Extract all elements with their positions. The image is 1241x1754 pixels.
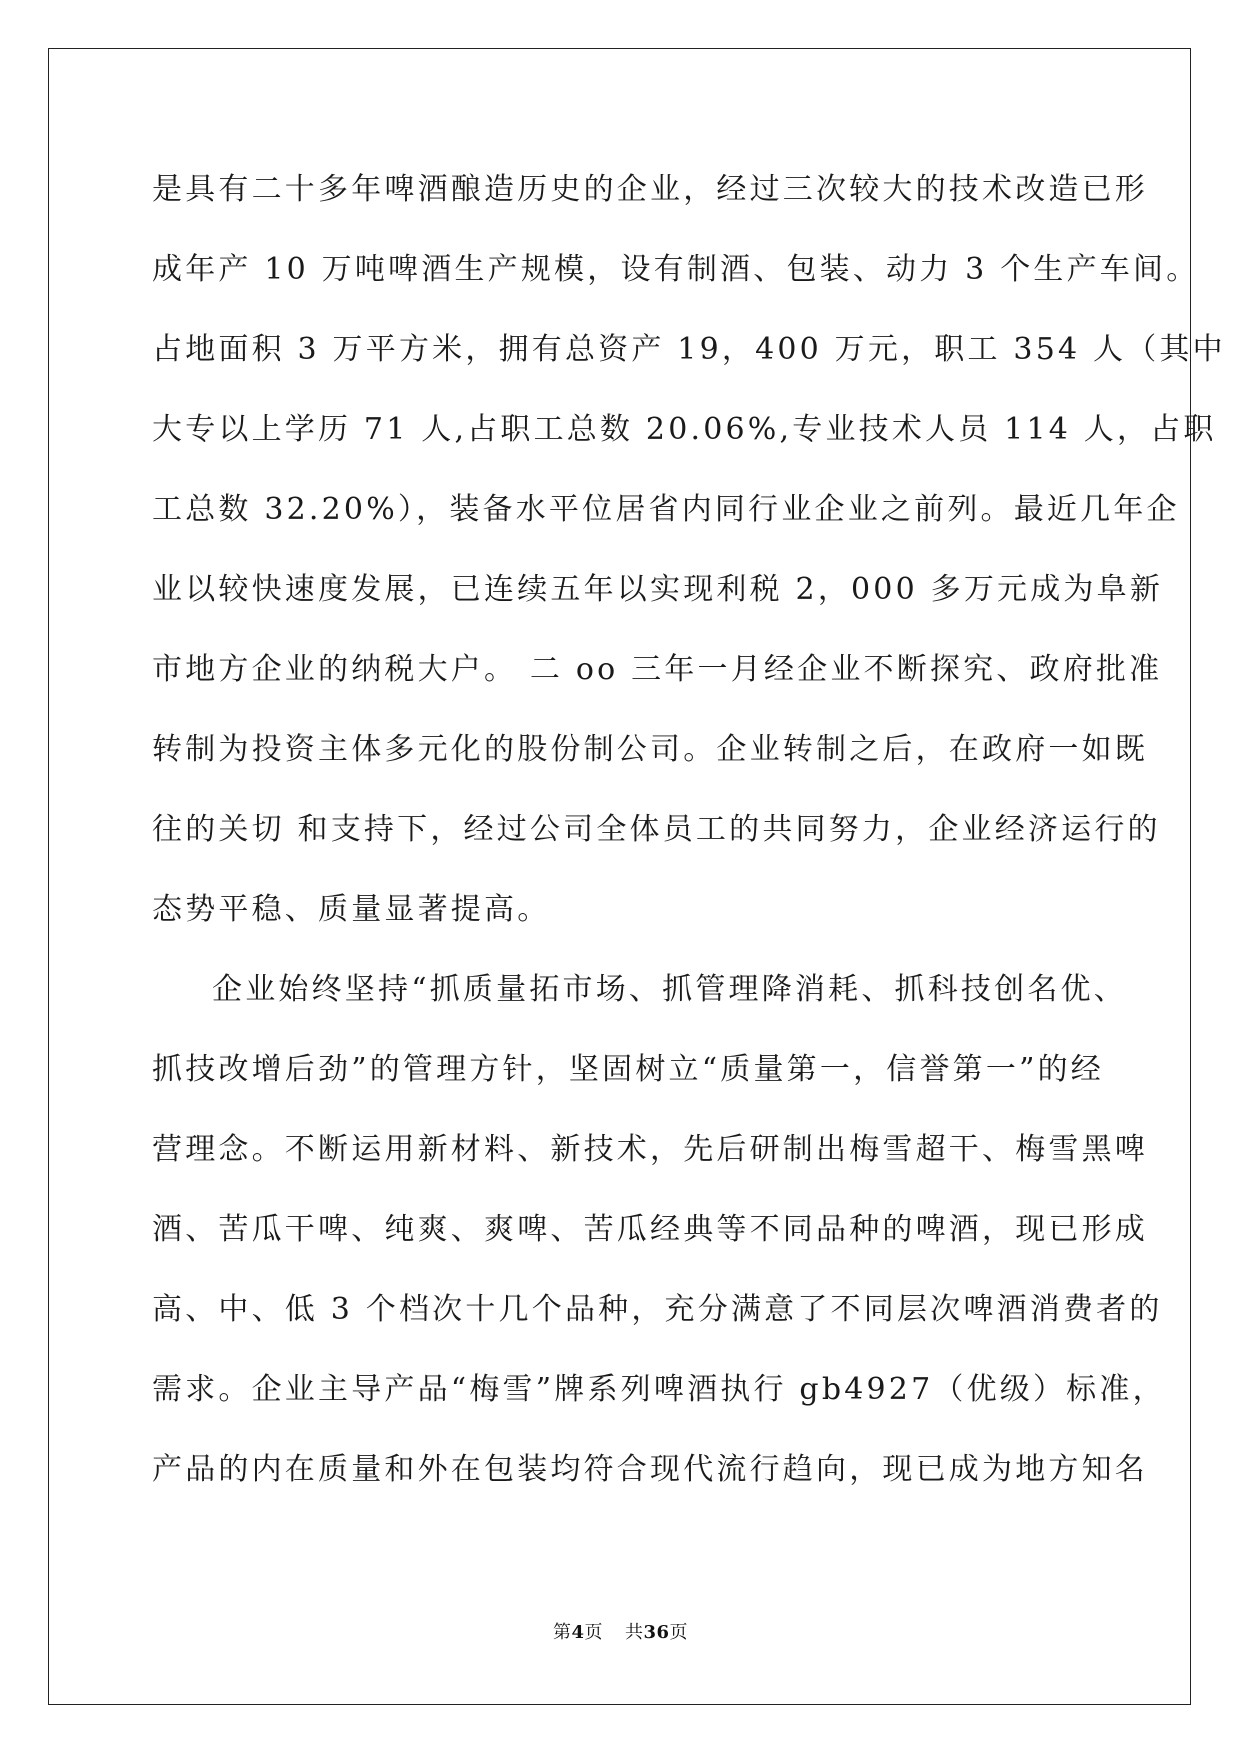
- page-footer: [0, 1618, 1241, 1644]
- body-line: 市地方企业的纳税大户。 二 oo 三年一月经企业不断探究、政府批准: [152, 652, 1163, 687]
- page-number: 4: [571, 1622, 585, 1643]
- document-body: [152, 150, 1226, 1510]
- body-line: 产品的内在质量和外在包装均符合现代流行趋向，现已成为地方知名: [152, 1452, 1148, 1487]
- total-pages: 36: [643, 1622, 670, 1643]
- body-line: 是具有二十多年啤酒酿造历史的企业，经过三次较大的技术改造已形: [152, 172, 1148, 207]
- total-suffix: 页: [669, 1622, 689, 1643]
- body-line: 抓技改增后劲”的管理方针，坚固树立“质量第一，信誉第一”的经: [152, 1052, 1105, 1087]
- body-line: 往的关切 和支持下，经过公司全体员工的共同努力，企业经济运行的: [152, 812, 1161, 847]
- body-line: 转制为投资主体多元化的股份制公司。企业转制之后，在政府一如既: [152, 732, 1148, 767]
- body-line: 营理念。不断运用新材料、新技术，先后研制出梅雪超干、梅雪黑啤: [152, 1132, 1148, 1167]
- body-line: 成年产 10 万吨啤酒生产规模，设有制酒、包装、动力 3 个生产车间。: [152, 252, 1200, 287]
- body-line: 工总数 32.20%），装备水平位居省内同行业企业之前列。最近几年企: [152, 492, 1180, 527]
- body-line: 高、中、低 3 个档次十几个品种，充分满意了不同层次啤酒消费者的: [152, 1292, 1163, 1327]
- body-line: 占地面积 3 万平方米，拥有总资产 19，400 万元，职工 354 人（其中: [152, 332, 1226, 367]
- page-suffix: 页: [584, 1622, 603, 1643]
- total-prefix: 共: [624, 1622, 644, 1643]
- page-prefix: 第: [552, 1622, 572, 1643]
- body-line: 需求。企业主导产品“梅雪”牌系列啤酒执行 gb4927（优级）标准，: [152, 1372, 1166, 1407]
- paragraph-start-line: 企业始终坚持“抓质量拓市场、抓管理降消耗、抓科技创名优、: [212, 972, 1127, 1007]
- body-line: 大专以上学历 71 人,占职工总数 20.06%,专业技术人员 114 人，占职: [152, 412, 1217, 447]
- body-line: 业以较快速度发展，已连续五年以实现利税 2，000 多万元成为阜新: [152, 572, 1164, 607]
- body-line: 酒、苦瓜干啤、纯爽、爽啤、苦瓜经典等不同品种的啤酒，现已形成: [152, 1212, 1148, 1247]
- body-line: 态势平稳、质量显著提高。: [152, 892, 551, 927]
